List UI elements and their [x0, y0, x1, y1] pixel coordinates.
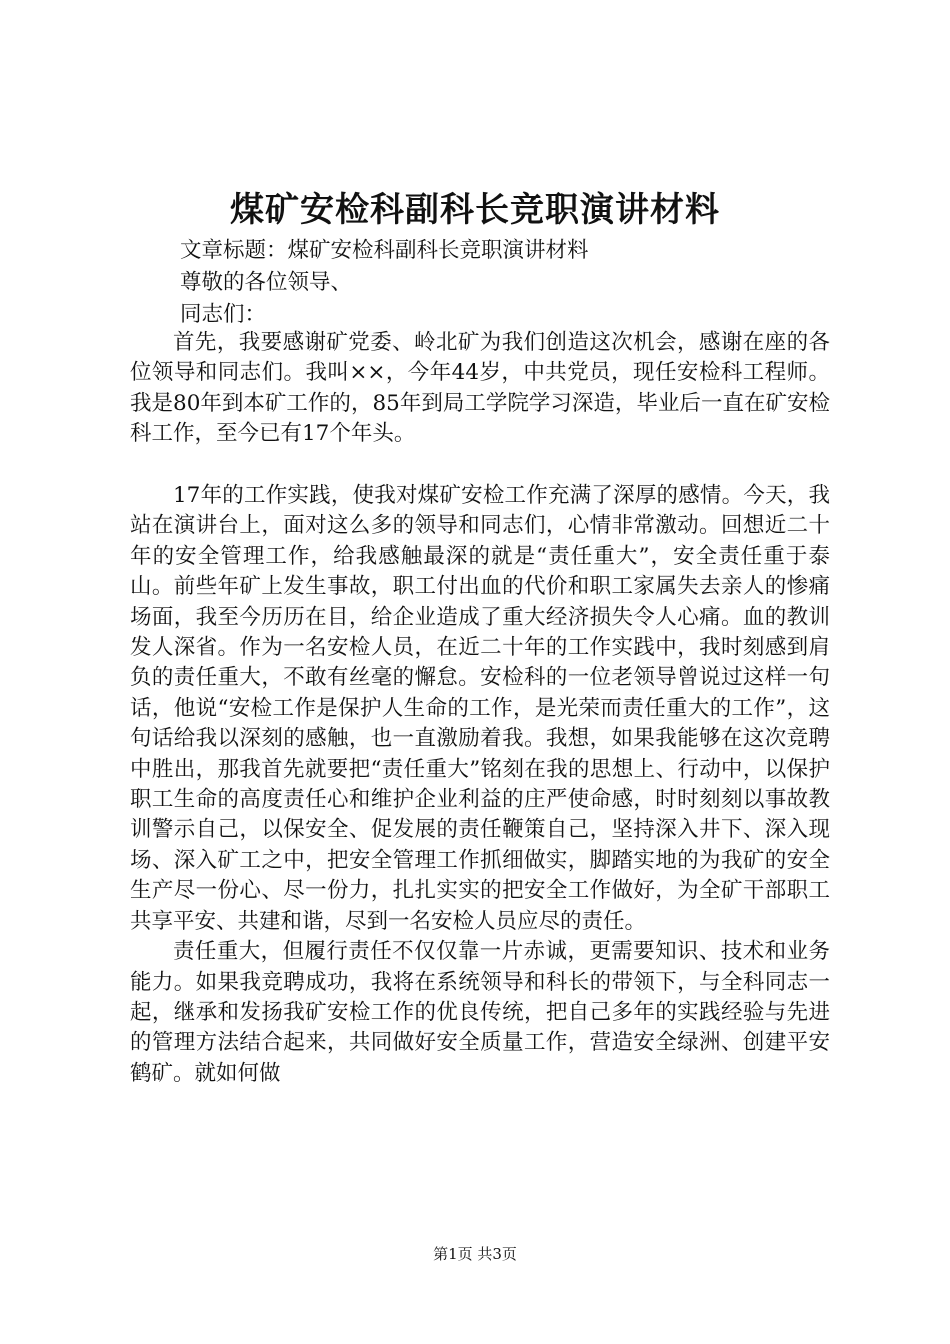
salutation-line-1: 尊敬的各位领导、 — [180, 270, 353, 295]
paragraph-block-2 — [130, 481, 830, 1089]
salutation-line-2: 同志们： — [180, 302, 267, 327]
article-title-line: 文章标题：煤矿安检科副科长竞职演讲材料 — [180, 238, 589, 263]
page-footer: 第1页 共3页 — [433, 1245, 517, 1263]
paragraph-capability: 责任重大，但履行责任不仅仅靠一片赤诚，更需要知识、技术和业务能力。如果我竞聘成功，我将在系统领导和科长的带领下，与全科同志一起，继承和发扬我矿安检工作的优良传统，把自己多年的实践经验与先进的管理方法结合起来，共同做好安全质量工作，营造安全绿洲、创建平安鹤矿。就如何做 — [130, 939, 830, 1086]
paragraph-responsibility: 17年的工作实践，使我对煤矿安检工作充满了深厚的感情。今天，我站在演讲台上，面对这么多的领导和同志们，心情非常激动。回想近二十年的安全管理工作，给我感触最深的就是“责任重大”，安全责任重于泰山。前些年矿上发生事故，职工付出血的代价和职工家属失去亲人的惨痛场面，我至今历历在目，给企业造成了重大经济损失令人心痛。血的教训发人深省。作为一名安检人员，在近二十年的工作实践中，我时刻感到肩负的责任重大，不敢有丝毫的懈怠。安检科的一位老领导曾说过这样一句话，他说“安检工作是保护人生命的工作，是光荣而责任重大的工作”，这句话给我以深刻的感触，也一直激励着我。我想，如果我能够在这次竞聘中胜出，那我首先就要把“责任重大”铭刻在我的思想上、行动中，以保护职工生命的高度责任心和维护企业利益的庄严使命感，时时刻刻以事故教训警示自己，以保安全、促发展的责任鞭策自己，坚持深入井下、深入现场、深入矿工之中，把安全管理工作抓细做实，脚踏实地的为我矿的安全生产尽一份心、尽一份力，扎扎实实的把安全工作做好，为全矿干部职工共享平安、共建和谐，尽到一名安检人员应尽的责任。 — [130, 483, 830, 934]
paragraph-block-1 — [130, 328, 830, 450]
document-title: 煤矿安检科副科长竞职演讲材料 — [230, 190, 720, 230]
paragraph-intro: 首先，我要感谢矿党委、岭北矿为我们创造这次机会，感谢在座的各位领导和同志们。我叫××，今年44岁，中共党员，现任安检科工程师。我是80年到本矿工作的，85年到局工学院学习深造，毕业后一直在矿安检科工作，至今已有17个年头。 — [130, 330, 830, 447]
